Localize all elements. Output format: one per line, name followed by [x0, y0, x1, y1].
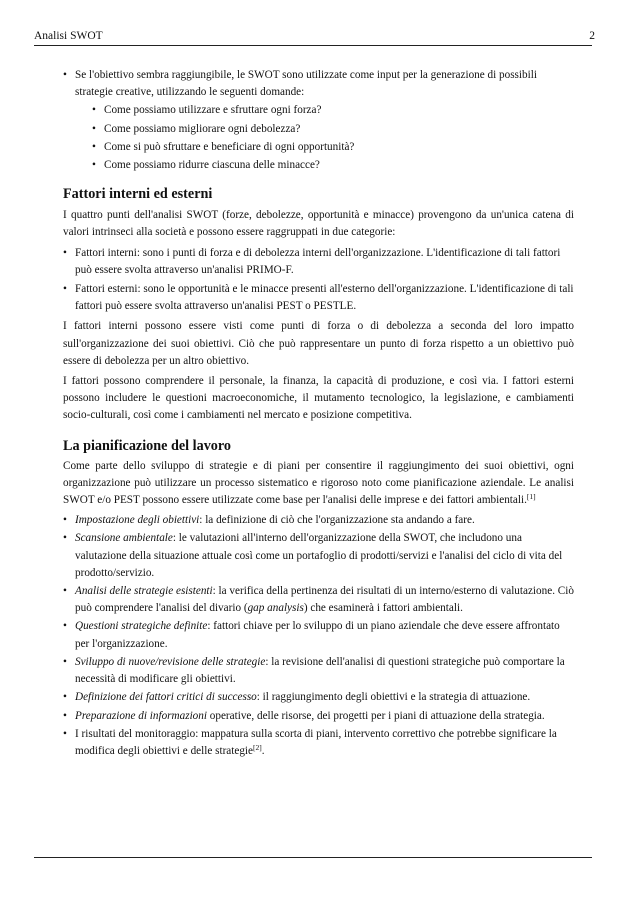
planning-step — [63, 583, 574, 617]
step-term: Impostazione degli obiettivi — [75, 514, 200, 527]
factor-text: Fattori interni: sono i punti di forza e di debolezza interni dell'organizzazione. L'identificazione di tali fattori può essere svolta attraverso un'analisi PRIMO-F. — [75, 246, 561, 276]
intro-lead-text: Se l'obiettivo sembra raggiungibile, le SWOT sono utilizzate come input per la generazione di possibili strategie creative, utilizzando le seguenti domande: — [75, 69, 537, 99]
step-text: : le valutazioni all'interno dell'organizzazione della SWOT, che includono una valutazione della situazione attuale così come un portafoglio di prodotti/servizi e l'analisi del ciclo di vita del prodotto/servizio. — [75, 532, 563, 579]
question-text: Come si può sfruttare e beneficiare di ogni opportunità? — [104, 140, 355, 153]
factor-item-external — [63, 281, 574, 315]
header-divider — [34, 45, 592, 46]
section2-paragraph — [63, 458, 574, 510]
section2-paragraph-text: Come parte dello sviluppo di strategie e di piani per consentire il raggiungimento dei suoi obiettivi, ogni organizzazione può utilizzare un processo sistematico e rigoroso noto come pianificazione aziendale. Le analisi SWOT e/o PEST possono essere utilizzate come base per l'analisi delle imprese e dei fattori ambientali. — [63, 459, 574, 507]
question-text: Come possiamo ridurre ciascuna delle minacce? — [104, 159, 320, 172]
footer-divider — [34, 857, 592, 858]
planning-step — [63, 708, 574, 725]
planning-step — [63, 512, 574, 529]
footnote-ref-link[interactable]: [2] — [253, 742, 262, 752]
section1-paragraph: I quattro punti dell'analisi SWOT (forze, debolezze, opportunità e minacce) provengono da un'unica catena di valori intrinseci alla società e possono essere raggruppati in due categorie: — [63, 209, 574, 239]
section1-paragraph: I fattori interni possono essere visti come punti di forza o di debolezza a seconda del loro impatto sull'organizzazione dei suoi obiettivi. Ciò che può rappresentare un punto di forza rispetto a un obiettivo può essere di debolezza per un altro obiettivo. — [63, 320, 574, 367]
page-body — [63, 67, 574, 761]
step-text: : la definizione di ciò che l'organizzazione sta andando a fare. — [199, 514, 475, 527]
question-text: Come possiamo utilizzare e sfruttare ogni forza? — [104, 104, 322, 117]
section-heading-planning: La pianificazione del lavoro — [63, 437, 232, 454]
step-text: I risultati del monitoraggio: mappatura sulla scorta di piani, intervento correttivo che potrebbe significare la modifica degli obiettivi e delle strategie — [75, 727, 557, 757]
factor-list — [63, 245, 574, 316]
step-text-tail: . — [261, 744, 265, 757]
question-item — [92, 157, 574, 174]
step-text: : la revisione dell'analisi di questioni strategiche può comportare la necessità di modificare gli obiettivi. — [75, 655, 565, 686]
step-term: Preparazione di informazioni — [75, 709, 207, 722]
intro-lead-item — [63, 67, 574, 174]
factor-item-internal — [63, 245, 574, 279]
step-term: Scansione ambientale — [75, 532, 173, 545]
question-item — [92, 121, 574, 138]
question-list — [92, 102, 574, 174]
planning-step — [63, 689, 574, 706]
planning-step — [63, 726, 574, 760]
question-item — [92, 102, 574, 119]
running-title: Analisi SWOT — [34, 30, 103, 42]
step-term: Questioni strategiche definite — [75, 620, 208, 633]
question-text: Come possiamo migliorare ogni debolezza? — [104, 122, 301, 135]
footnote-ref-link[interactable]: [1] — [526, 492, 536, 502]
step-text: : fattori chiave per lo sviluppo di un piano aziendale che deve essere affrontato per l'organizzazione. — [75, 620, 560, 650]
planning-steps-list — [63, 512, 574, 760]
step-text: : la verifica della pertinenza dei risultati di un interno/esterno di valutazione. Ciò può comprendere l'analisi del divario ( — [75, 585, 574, 615]
step-text: operative, delle risorse, dei progetti per i piani di attuazione della strategia. — [206, 709, 545, 722]
page-number: 2 — [589, 30, 595, 42]
planning-step — [63, 618, 574, 652]
intro-list — [63, 67, 574, 174]
factor-text: Fattori esterni: sono le opportunità e le minacce presenti all'esterno dell'organizzazione. L'identificazione di tali fattori può essere svolta attraverso un'analisi PEST o PESTLE. — [75, 283, 574, 313]
step-term-gap-analysis: gap analysis — [247, 602, 304, 615]
step-text: ) che esaminerà i fattori ambientali. — [303, 602, 463, 615]
section-heading-internal-external: Fattori interni ed esterni — [63, 186, 213, 203]
planning-step — [63, 530, 574, 582]
step-term: Analisi delle strategie esistenti — [75, 585, 213, 598]
step-term: Sviluppo di nuove/revisione delle strategie — [75, 655, 266, 668]
section1-paragraph: I fattori possono comprendere il personale, la finanza, la capacità di produzione, e così via. I fattori esterni possono includere le questioni macroeconomiche, il mutamento tecnologico, la legislazione, e cambiamenti socio-culturali, così come i cambiamenti nel mercato e posizione competitiva. — [63, 375, 574, 422]
step-term: Definizione dei fattori critici di successo — [75, 691, 257, 704]
step-text: : il raggiungimento degli obiettivi e la strategia di attuazione. — [256, 691, 531, 704]
planning-step — [63, 654, 574, 688]
question-item — [92, 139, 574, 156]
